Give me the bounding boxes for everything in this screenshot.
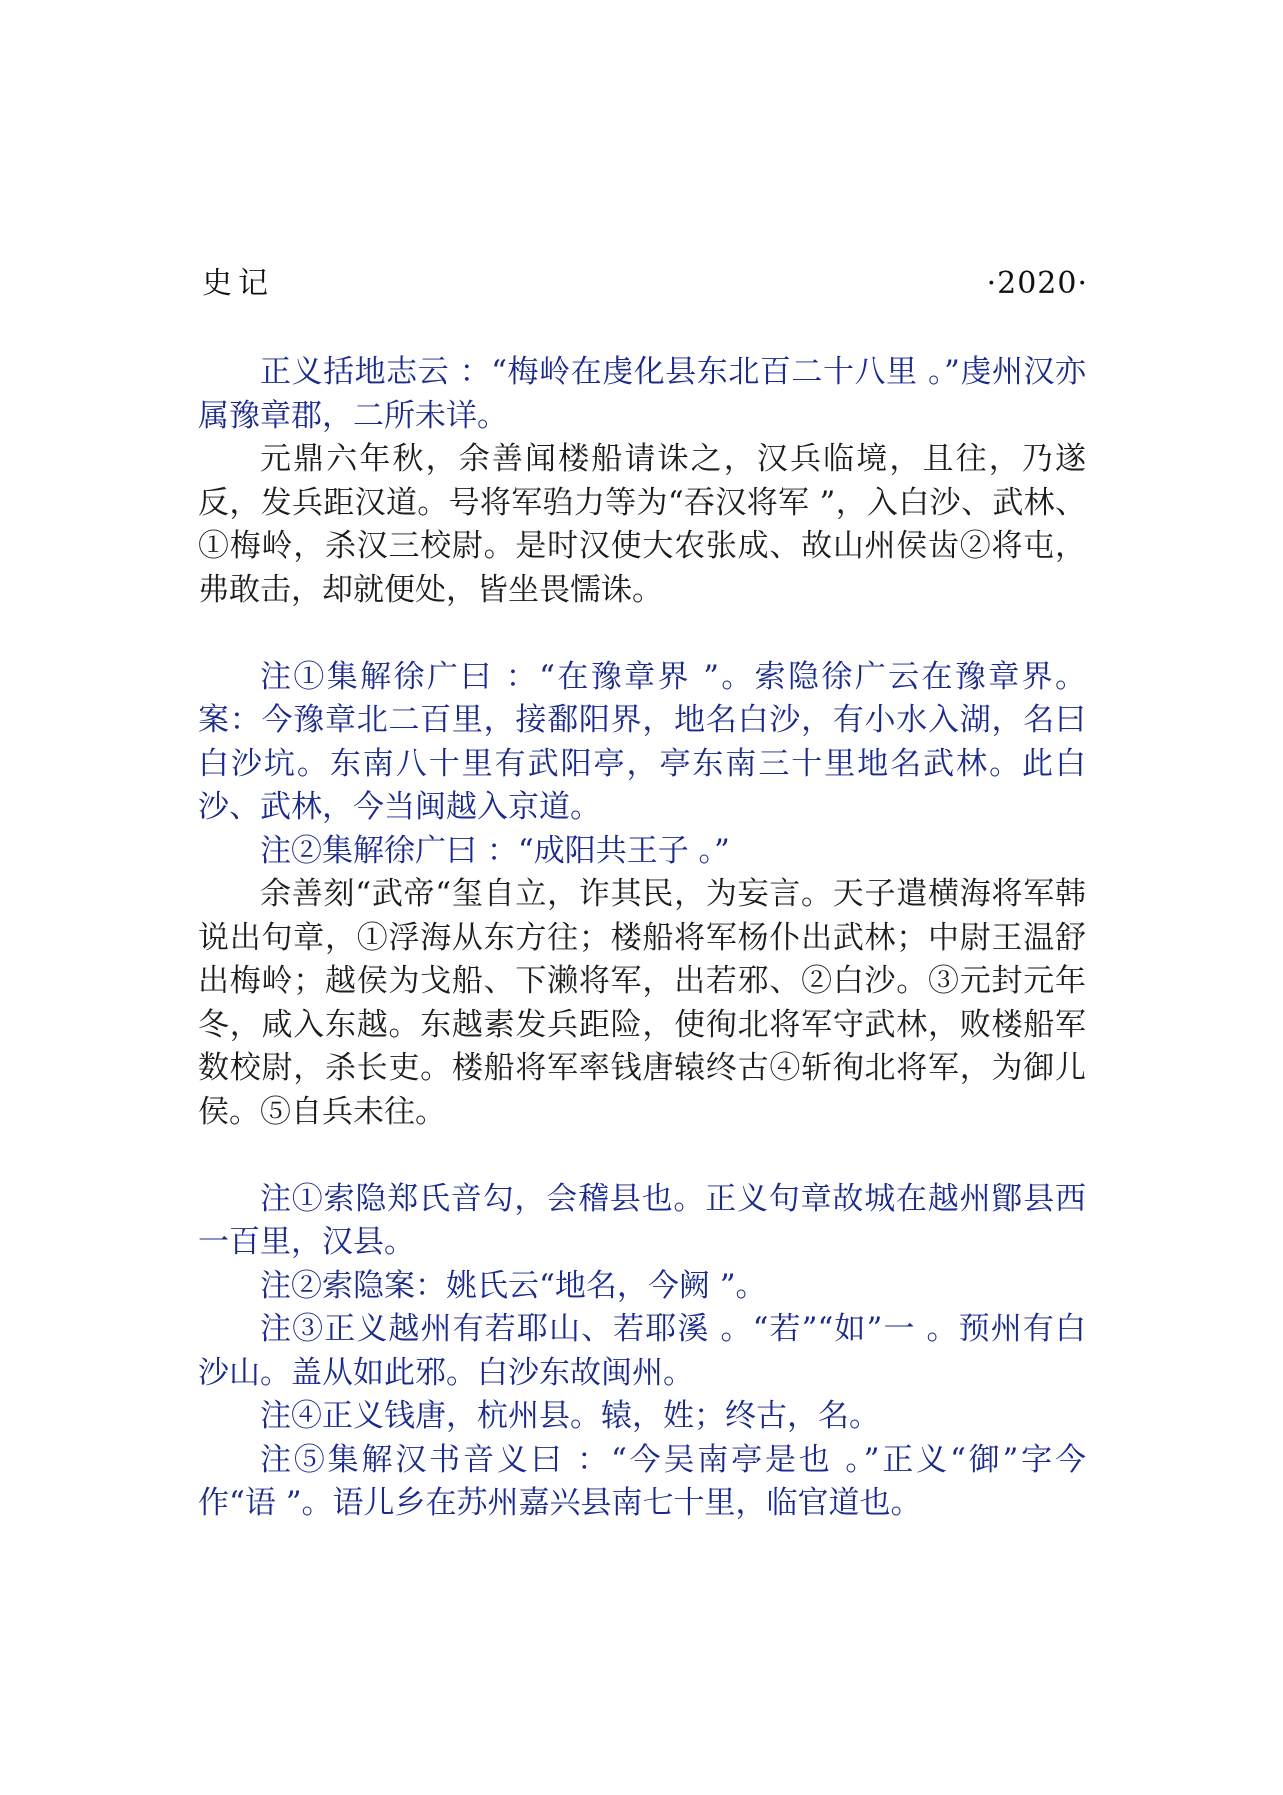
annotation-paragraph: 注②集解徐广曰 ：“成阳共王子 。” [260,832,730,869]
annotation-paragraph: 注①索隐郑氏音勾，会稽县也。正义句章故城在越州鄮县西一百里，汉县。 [198,1180,1086,1260]
annotation-paragraph: 注②索隐案：姚氏云“地名，今阙 ”。 [260,1267,767,1304]
annotation-paragraph: 注④正义钱唐，杭州县。辕，姓；终古，名。 [260,1398,880,1434]
page-body [198,351,1086,1526]
annotation-paragraph: 注③正义越州有若耶山、若耶溪 。“若”“如”一 。预州有白沙山。盖从如此邪。白沙东故闽州。 [198,1311,1086,1391]
annotation-paragraph: 注①集解徐广曰 ：“在豫章界 ”。索隐徐广云在豫章界。案：今豫章北二百里，接鄱阳界，地名白沙，有小水入湖，名曰白沙坑。东南八十里有武阳亭，亭东南三十里地名武林。此白沙、武林，今当闽越入京道。 [198,658,1086,825]
paragraph-gap [198,1134,1086,1178]
main-text-paragraph: 元鼎六年秋，余善闻楼船请诛之，汉兵临境，且往，乃遂反，发兵距汉道。号将军驺力等为“吞汉将军 ”，入白沙、武林、①梅岭，杀汉三校尉。是时汉使大农张成、故山州侯齿②将屯，弗敢击，却就便处，皆坐畏懦诛。 [198,441,1086,608]
page-number: ·2020· [986,266,1088,301]
page-header [202,262,1088,306]
book-title: 史记 [202,266,274,301]
annotation-paragraph: 正义括地志云 ：“梅岭在虔化县东北百二十八里 。”虔州汉亦属豫章郡，二所未详。 [198,354,1086,434]
paragraph-gap [198,612,1086,656]
annotation-paragraph: 注⑤集解汉书音义曰 ：“今吴南亭是也 。”正义“御”字今作“语 ”。语儿乡在苏州嘉兴县南七十里，临官道也。 [198,1441,1086,1521]
main-text-paragraph: 余善刻“武帝“玺自立，诈其民，为妄言。天子遣横海将军韩说出句章，①浮海从东方往；楼船将军杨仆出武林；中尉王温舒出梅岭；越侯为戈船、下濑将军，出若邪、②白沙。③元封元年冬，咸入东越。东越素发兵距险，使徇北将军守武林，败楼船军数校尉，杀长吏。楼船将军率钱唐辕终古④斩徇北将军，为御儿侯。⑤自兵未往。 [198,876,1086,1130]
